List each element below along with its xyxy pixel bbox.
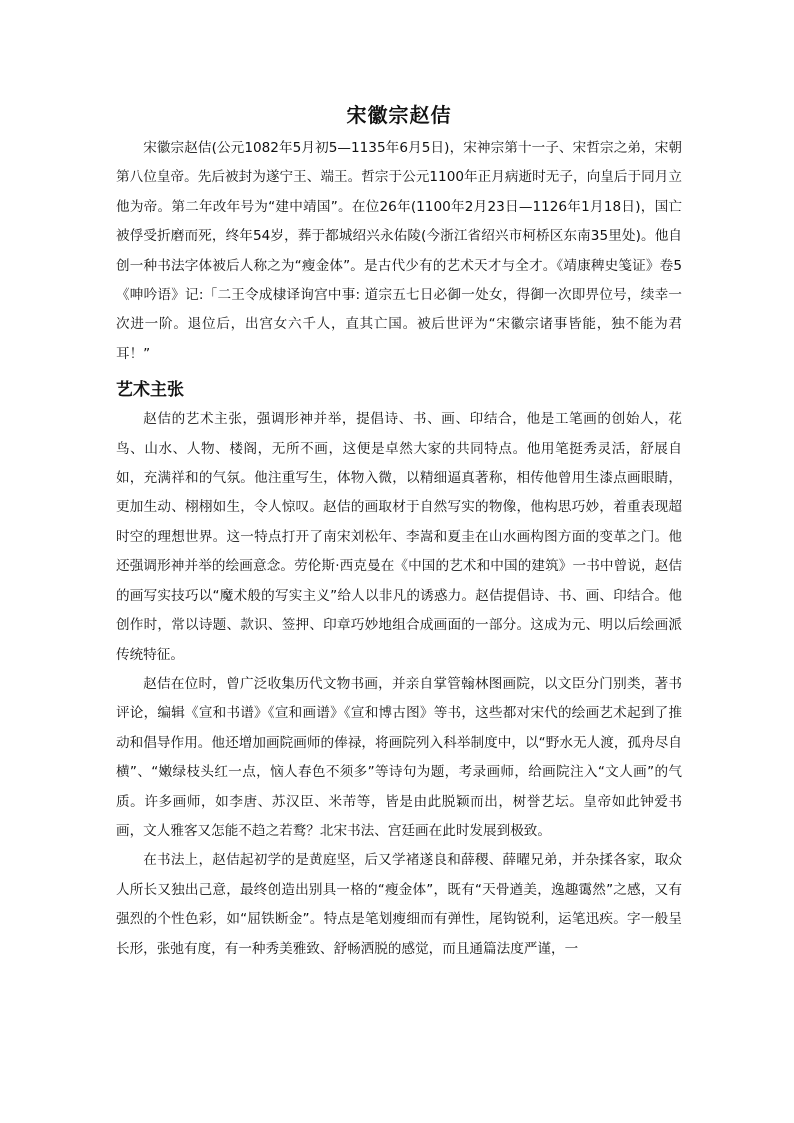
document-page <box>116 100 682 964</box>
body-paragraph-3: 在书法上，赵佶起初学的是黄庭坚，后又学褚遂良和薛稷、薛曜兄弟，并杂揉各家，取众人所长又独出己意，最终创造出别具一格的“瘦金体”，既有“天骨遒美，逸趣霭然”之感，又有强烈的个性色彩，如“屈铁断金”。特点是笔划瘦细而有弹性，尾钩锐利，运笔迅疾。字一般呈长形，张弛有度，有一种秀美雅致、舒畅洒脱的感觉，而且通篇法度严谨，一 <box>116 852 682 957</box>
body-paragraph-1: 赵佶的艺术主张，强调形神并举，提倡诗、书、画、印结合，他是工笔画的创始人，花鸟、山水、人物、楼阁，无所不画，这便是卓然大家的共同特点。他用笔挺秀灵活，舒展自如，充满祥和的气氛。他注重写生，体物入微，以精细逼真著称，相传他曾用生漆点画眼睛，更加生动、栩栩如生，令人惊叹。赵佶的画取材于自然写实的物像，他构思巧妙，着重表现超时空的理想世界。这一特点打开了南宋刘松年、李嵩和夏圭在山水画构图方面的变革之门。他还强调形神并举的绘画意念。劳伦斯·西克曼在《中国的艺术和中国的建筑》一书中曾说，赵佶的画写实技巧以“魔术般的写实主义”给人以非凡的诱惑力。赵佶提倡诗、书、画、印结合。他创作时，常以诗题、款识、签押、印章巧妙地组合成画面的一部分。这成为元、明以后绘画派传统特征。 <box>116 411 682 663</box>
document-title: 宋徽宗赵佶 <box>346 103 452 127</box>
body-paragraph-2: 赵佶在位时，曾广泛收集历代文物书画，并亲自掌管翰林图画院，以文臣分门别类，著书评论，编辑《宣和书谱》《宣和画谱》《宣和博古图》等书，这些都对宋代的绘画艺术起到了推动和倡导作用。他还增加画院画师的俸禄，将画院列入科举制度中，以“野水无人渡，孤舟尽自横”、“嫩绿枝头红一点，恼人春色不须多”等诗句为题，考录画师，给画院注入“文人画”的气质。许多画师，如李唐、苏汉臣、米芾等，皆是由此脱颖而出，树誉艺坛。皇帝如此钟爱书画，文人雅客又怎能不趋之若鹜？北宋书法、宫廷画在此时发展到极致。 <box>116 675 682 839</box>
section-heading: 艺术主张 <box>116 380 184 401</box>
intro-paragraph: 宋徽宗赵佶(公元1082年5月初5—1135年6月5日)，宋神宗第十一子、宋哲宗之弟，宋朝第八位皇帝。先后被封为遂宁王、端王。哲宗于公元1100年正月病逝时无子，向皇后于同月立他为帝。第二年改年号为“建中靖国”。在位26年(1100年2月23日—1126年1月18日)，国亡被俘受折磨而死，终年54岁，葬于都城绍兴永佑陵(今浙江省绍兴市柯桥区东南35里处)。他自创一种书法字体被后人称之为“瘦金体”。是古代少有的艺术天才与全才。《靖康稗史笺证》卷5《呻吟语》记:「二王令成棣译询宫中事: 道宗五七日必御一处女，得御一次即畀位号，续幸一次进一阶。退位后，出宫女六千人，直其亡国。被后世评为“宋徽宗诸事皆能，独不能为君耳！” <box>116 140 682 362</box>
